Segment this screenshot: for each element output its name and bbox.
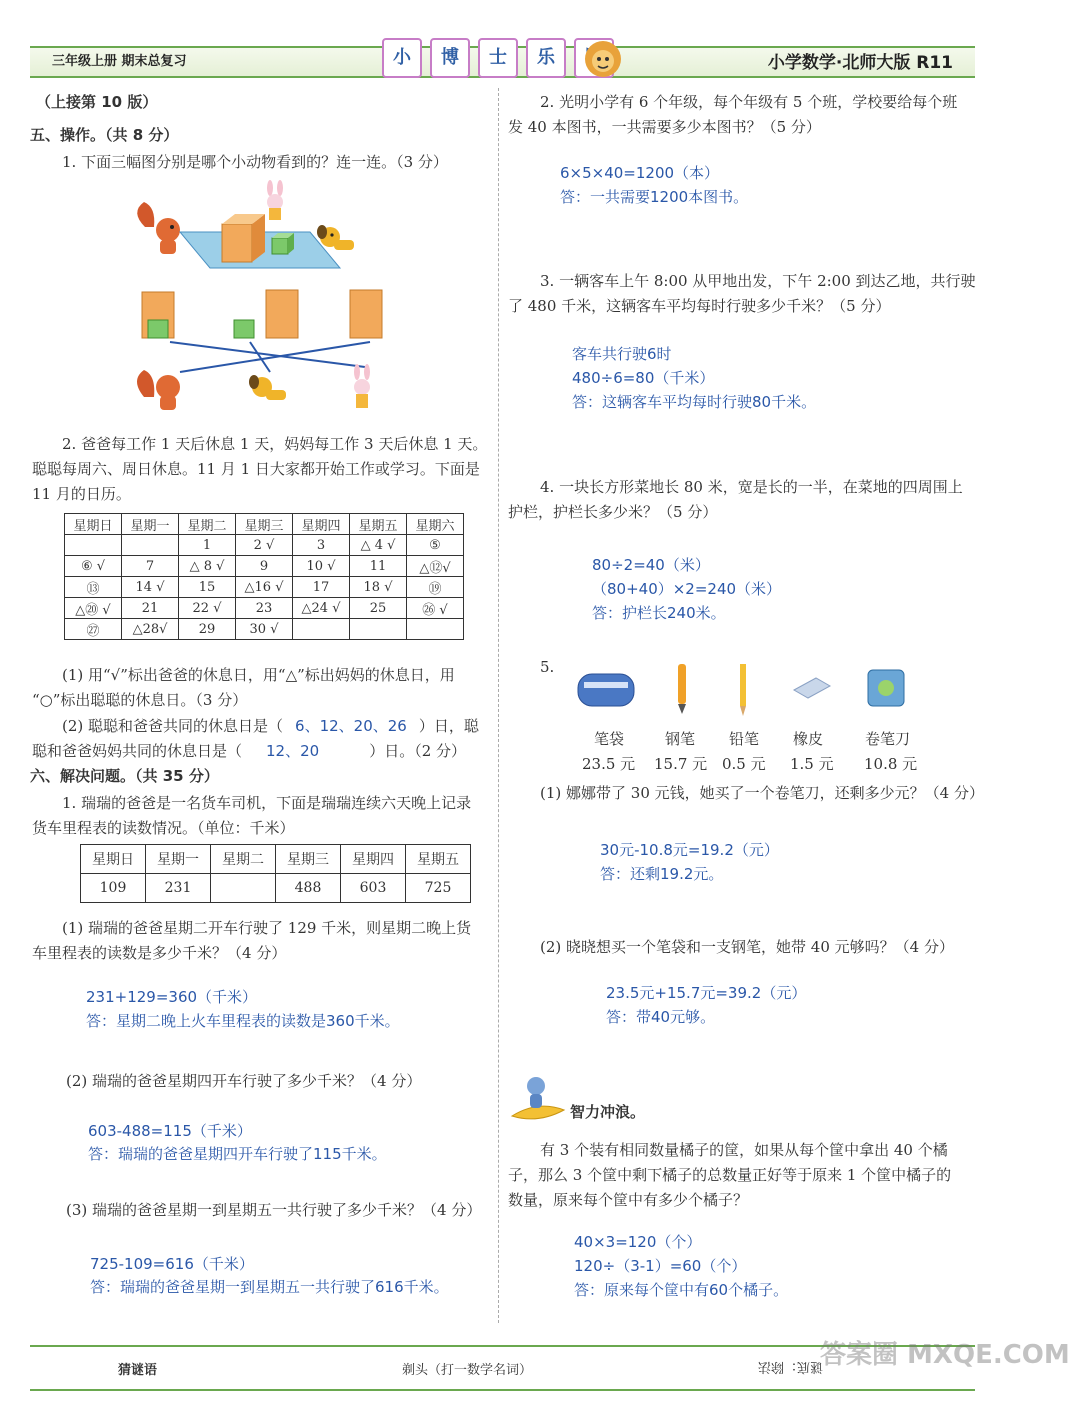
p5-1-question: (1) 娜娜带了 30 元钱，她买了一个卷笔刀，还剩多少元？（4 分） [540,784,984,802]
calendar-cell: 10 √ [293,556,350,577]
rabbit-icon [354,364,370,408]
p5-2-answer-2: 答：带40元够。 [606,1008,716,1026]
mileage-header-row [81,845,471,874]
calendar-header: 星期二 [179,514,236,535]
question-1: 1. 下面三幅图分别是哪个小动物看到的？连一连。（3 分） [62,153,448,171]
item-name-fountain-pen: 钢笔 [665,730,696,748]
p1-3-question: (3) 瑞瑞的爸爸星期一到星期五一共行驶了多少千米？（4 分） [66,1201,482,1219]
calendar-cell: ㉖ √ [407,598,464,619]
calendar-week-row [65,598,464,619]
p5-2-question: (2) 晓晓想买一个笔袋和一支钢笔，她带 40 元够吗？（4 分） [540,938,954,956]
p5-2-answer-1: 23.5元+15.7元=39.2（元） [606,984,807,1002]
mileage-header: 星期一 [146,845,211,874]
rabbit-icon [267,180,283,220]
calendar-header: 星期五 [350,514,407,535]
mileage-value: 109 [81,874,146,903]
calendar-cell: 1 [179,535,236,556]
mileage-value: 725 [406,874,471,903]
p2-answer-2: 答：一共需要1200本图书。 [560,188,749,206]
watermark: 答案圈 MXQE.COM [820,1340,1070,1370]
calendar-cell: 18 √ [350,577,407,598]
view-a-cube [148,320,168,338]
mileage-header: 星期日 [81,845,146,874]
p1-2-answer-1: 603-488=115（千米） [88,1122,252,1140]
calendar-cell: △24 √ [293,598,350,619]
calendar-cell [65,535,122,556]
match-line [170,342,365,367]
header-char: 小 [382,38,422,78]
calendar-cell: 9 [236,556,293,577]
calendar-cell: 2 √ [236,535,293,556]
mileage-value: 603 [341,874,406,903]
header-char: 士 [478,38,518,78]
pencil-case-icon [578,674,634,706]
calendar-cell: △ 8 √ [179,556,236,577]
header-char: 乐 [526,38,566,78]
calendar-week-row [65,619,464,640]
calendar-cell: 25 [350,598,407,619]
calendar-cell [350,619,407,640]
header-subject: 小学数学·北师大版 R11 [767,53,953,73]
calendar-cell: ⑥ √ [65,556,122,577]
mileage-value [211,874,276,903]
p1-1-line-2: 车里程表的读数是多少千米？（4 分） [32,944,287,962]
calendar-cell: 7 [122,556,179,577]
calendar-cell: △⑫√ [407,556,464,577]
p1-3-answer-1: 725-109=616（千米） [90,1255,254,1273]
calendar-cell: 15 [179,577,236,598]
tall-box-front [222,224,252,262]
calendar-header: 星期一 [122,514,179,535]
q2-1-line-2: “○”标出聪聪的休息日。（3 分） [32,691,248,709]
p3-answer-3: 答：这辆客车平均每时行驶80千米。 [572,393,817,411]
mileage-table [80,844,471,903]
calendar-cell: △28√ [122,619,179,640]
calendar-week-row [65,556,464,577]
q2-2-line-2 [32,739,466,764]
calendar-cell: 21 [122,598,179,619]
problem-4-line-1: 4. 一块长方形菜地长 80 米，宽是长的一半，在菜地的四周围上 [540,478,963,496]
q2-2-text: 聪和爸爸妈妈共同的休息日是（ [32,742,243,760]
squirrel-icon [137,202,180,254]
view-c-tall [350,290,382,338]
calendar-cell: 17 [293,577,350,598]
calendar-cell: 23 [236,598,293,619]
calendar-week-row [65,535,464,556]
calendar-header-row [65,514,464,535]
p1-1-answer-1: 231+129=360（千米） [86,988,258,1006]
calendar-cell: 11 [350,556,407,577]
calendar-cell: 30 √ [236,619,293,640]
footer-riddle-label: 猜谜语 [118,1363,158,1378]
p3-answer-2: 480÷6=80（千米） [572,369,715,387]
problem-4-line-2: 护栏，护栏长多少米？（5 分） [508,503,718,521]
mileage-value-row [81,874,471,903]
p4-answer-2: （80+40）×2=240（米） [592,580,782,598]
bonus-answer-2: 120÷（3-1）=60（个） [574,1257,747,1275]
q2-2-text: (2) 聪聪和爸爸共同的休息日是（ [62,717,284,735]
lion-mascot-icon [578,38,628,80]
eraser-icon [794,678,830,698]
item-name-eraser: 橡皮 [793,730,824,748]
bonus-line-1: 有 3 个装有相同数量橘子的筐，如果从每个筐中拿出 40 个橘 [540,1141,948,1159]
calendar-header: 星期四 [293,514,350,535]
problem-3-line-1: 3. 一辆客车上午 8:00 从甲地出发，下午 2:00 到达乙地，共行驶 [540,272,976,290]
p5-1-answer-2: 答：还剩19.2元。 [600,865,724,883]
footer-riddle: 剃头（打一数学名词） [402,1363,533,1378]
page-header [30,38,975,80]
calendar-cell: ⑲ [407,577,464,598]
section-6-title: 六、解决问题。（共 35 分） [30,767,219,785]
puppy-icon [249,375,286,400]
item-name-pencil-case: 笔袋 [594,730,625,748]
calendar-header: 星期六 [407,514,464,535]
p3-answer-1: 客车共行驶6时 [572,345,672,363]
mileage-header: 星期二 [211,845,276,874]
small-cube [272,238,288,254]
problem-1-line-1: 1. 瑞瑞的爸爸是一名货车司机，下面是瑞瑞连续六天晚上记录 [62,794,472,812]
calendar-week-row [65,577,464,598]
bonus-answer-3: 答：原来每个筐中有60个橘子。 [574,1281,789,1299]
q2-2-line-1 [62,714,479,739]
problem-2-line-1: 2. 光明小学有 6 个年级，每个年级有 5 个班，学校要给每个班 [540,93,958,111]
calendar-header: 星期日 [65,514,122,535]
calendar-cell: ㉗ [65,619,122,640]
match-line [250,342,270,372]
calendar-cell: ⑤ [407,535,464,556]
calendar-cell: 14 √ [122,577,179,598]
question-2-line-1: 2. 爸爸每工作 1 天后休息 1 天，妈妈每工作 3 天后休息 1 天。 [62,435,488,453]
item-price-pencil-case: 23.5 元 [582,755,636,773]
view-b-cube [234,320,254,338]
q2-2-answer-2: 12、20 [266,742,320,760]
bonus-line-3: 数量，原来每个筐中有多少个橘子？ [508,1191,749,1209]
problem-1-line-2: 货车里程表的读数情况。（单位：千米） [32,819,295,837]
squirrel-icon [137,370,180,410]
calendar-cell: △⑳ √ [65,598,122,619]
q2-2-answer-1: 6、12、20、26 [295,717,407,735]
calendar-cell: ⑬ [65,577,122,598]
p1-3-answer-2: 答：瑞瑞的爸爸星期一到星期五一共行驶了616千米。 [90,1278,449,1296]
p5-1-answer-1: 30元-10.8元=19.2（元） [600,841,779,859]
p1-1-line-1: (1) 瑞瑞的爸爸星期二开车行驶了 129 千米，则星期二晚上货 [62,919,472,937]
view-matching-figure [130,182,390,432]
puppy-icon [317,225,354,250]
mileage-value: 488 [276,874,341,903]
item-price-fountain-pen: 15.7 元 [654,755,708,773]
p1-2-question: (2) 瑞瑞的爸爸星期四开车行驶了多少千米？（4 分） [66,1072,422,1090]
header-char: 博 [430,38,470,78]
item-price-pencil: 0.5 元 [722,755,766,773]
bonus-line-2: 子，那么 3 个筐中剩下橘子的总数量正好等于原来 1 个筐中橘子的 [508,1166,952,1184]
calendar-cell: 29 [179,619,236,640]
mileage-header: 星期三 [276,845,341,874]
p4-answer-1: 80÷2=40（米） [592,556,710,574]
pencil-icon [740,664,746,716]
question-2-line-2: 聪聪每周六、周日休息。11 月 1 日大家都开始工作或学习。下面是 [32,460,480,478]
calendar-cell [293,619,350,640]
q2-2-text: ）日，聪 [418,717,479,735]
view-b-tall [266,290,298,338]
calendar-header: 星期三 [236,514,293,535]
p1-1-answer-2: 答：星期二晚上火车里程表的读数是360千米。 [86,1012,400,1030]
pencil-sharpener-icon [868,670,904,706]
problem-5-number: 5. [540,658,555,676]
p2-answer-1: 6×5×40=1200（本） [560,164,720,182]
surfing-cat-icon [508,1070,568,1126]
calendar-cell: 22 √ [179,598,236,619]
calendar-cell [407,619,464,640]
calendar-cell: 3 [293,535,350,556]
header-grade: 三年级上册 期末总复习 [52,54,187,69]
item-price-eraser: 1.5 元 [790,755,834,773]
november-calendar [64,513,464,640]
item-name-sharpener: 卷笔刀 [865,730,911,748]
q2-2-text: ）日。（2 分） [369,742,467,760]
q2-1-line-1: (1) 用“√”标出爸爸的休息日，用“△”标出妈妈的休息日，用 [62,666,455,684]
mileage-header: 星期五 [406,845,471,874]
item-price-sharpener: 10.8 元 [864,755,918,773]
item-name-pencil: 铅笔 [729,730,760,748]
continued-note: （上接第 10 版） [36,93,158,111]
stationery-items [572,660,922,720]
p1-2-answer-2: 答：瑞瑞的爸爸星期四开车行驶了115千米。 [88,1145,387,1163]
mileage-header: 星期四 [341,845,406,874]
calendar-cell: △16 √ [236,577,293,598]
bonus-answer-1: 40×3=120（个） [574,1233,702,1251]
question-2-line-3: 11 月的日历。 [32,485,131,503]
footer-riddle-answer: 谜底：除法 [758,1359,824,1374]
mileage-value: 231 [146,874,211,903]
bonus-title: 智力冲浪。 [570,1103,646,1121]
calendar-cell: △ 4 √ [350,535,407,556]
section-5-title: 五、操作。（共 8 分） [30,126,179,144]
column-divider [498,88,499,1323]
fountain-pen-icon [678,664,686,714]
p4-answer-3: 答：护栏长240米。 [592,604,726,622]
problem-3-line-2: 了 480 千米，这辆客车平均每时行驶多少千米？（5 分） [508,297,891,315]
problem-2-line-2: 发 40 本图书，一共需要多少本图书？（5 分） [508,118,821,136]
calendar-cell [122,535,179,556]
